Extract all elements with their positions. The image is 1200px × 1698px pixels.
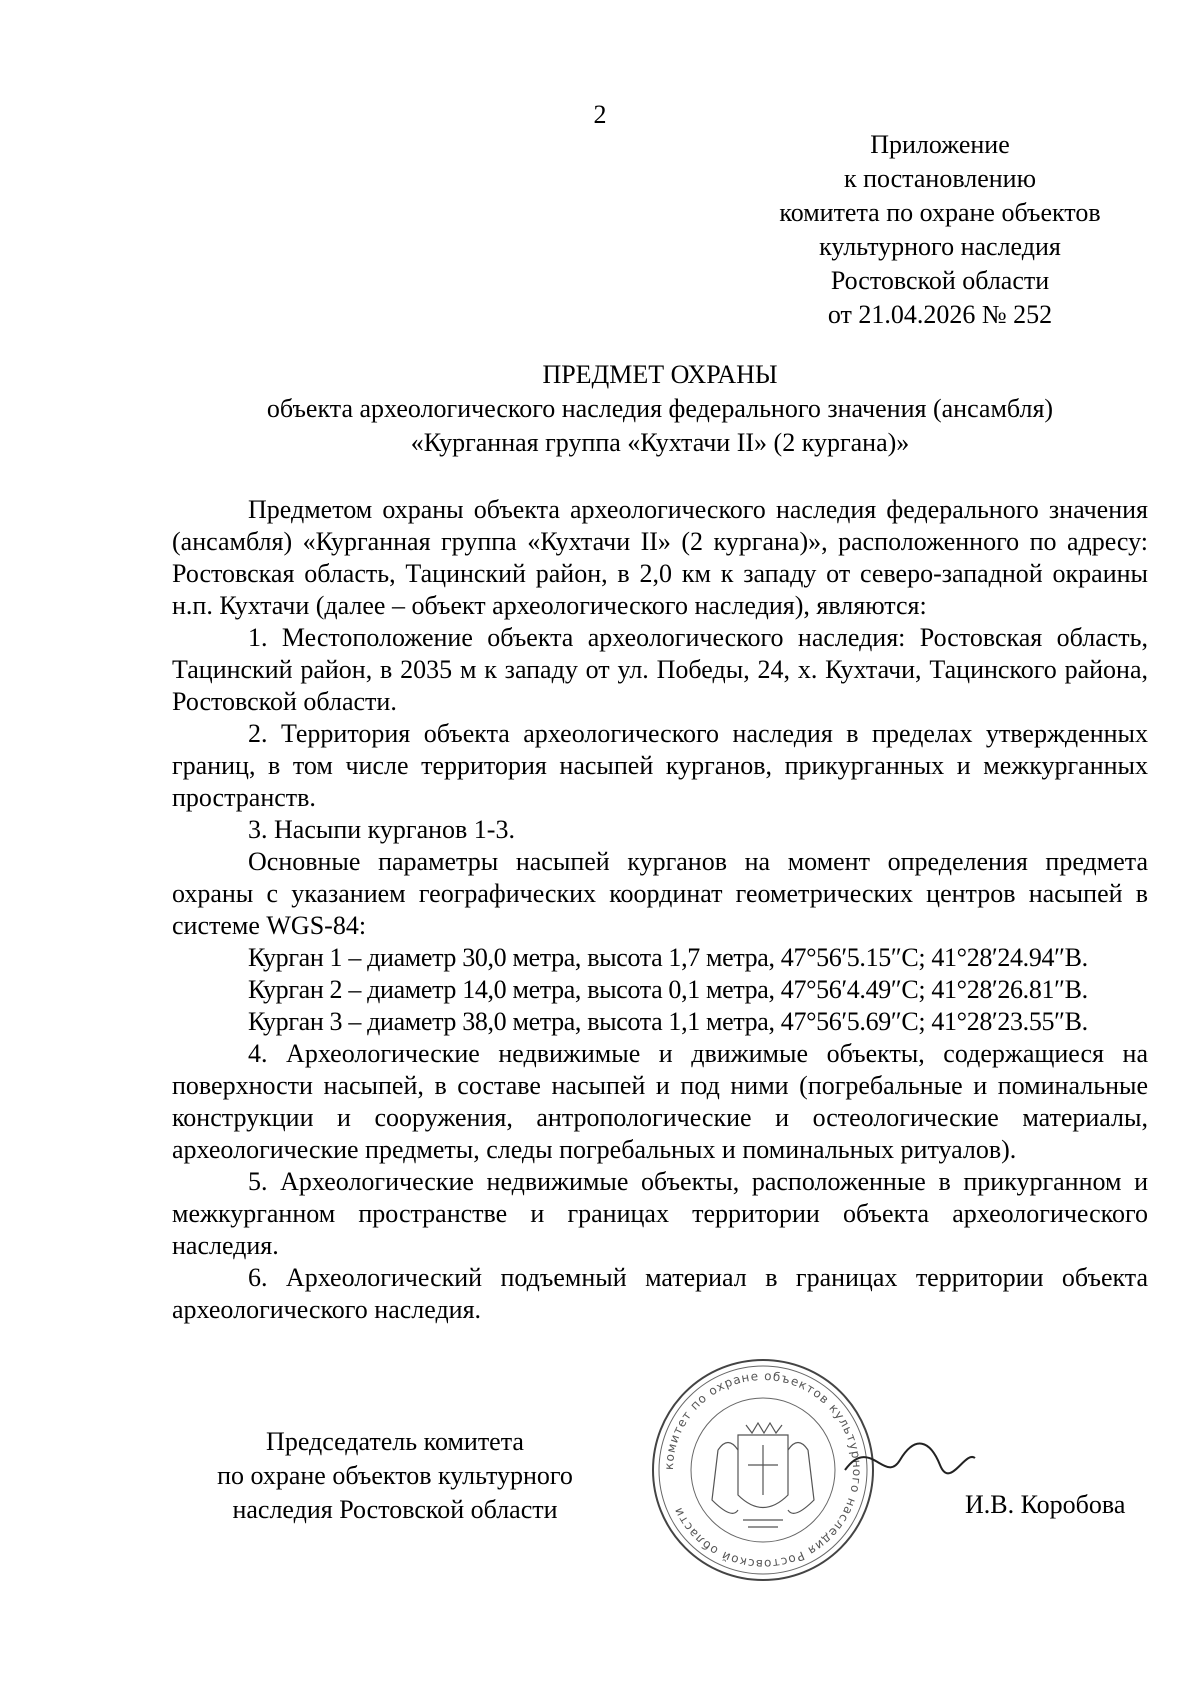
mound-1-line: Курган 1 – диаметр 30,0 метра, высота 1,7 метра, 47°56′5.15″С; 41°28′24.94″В.: [248, 943, 1088, 972]
position-line: Председатель комитета: [266, 1427, 524, 1456]
coat-of-arms-icon: [712, 1423, 814, 1527]
title-heading: ПРЕДМЕТ ОХРАНЫ: [542, 360, 778, 389]
mound-2-line: Курган 2 – диаметр 14,0 метра, высота 0,1 метра, 47°56′4.49″С; 41°28′26.81″В.: [248, 975, 1088, 1004]
stamp-text: комитет по охране объектов культурного наследия Ростовской области: [661, 1368, 865, 1572]
item-location: 1. Местоположение объекта археологического наследия: Ростовская область, Тацинский район, в 2035 м к западу от ул. Победы, 24, х. Кухтачи, Тацинского района, Ростовской области.: [172, 623, 1148, 716]
appendix-date-number: от 21.04.2026 № 252: [827, 300, 1053, 329]
appendix-line: Ростовской области: [830, 266, 1050, 295]
mound-parameters-intro: Основные параметры насыпей курганов на момент определения предмета охраны с указанием географических координат геометрических центров насыпей в системе WGS-84:: [172, 847, 1148, 940]
position-line: по охране объектов культурного: [217, 1461, 573, 1490]
document-body: [172, 494, 1148, 1326]
position-line: наследия Ростовской области: [232, 1495, 558, 1524]
appendix-line: комитета по охране объектов: [779, 198, 1101, 227]
intro-paragraph: Предметом охраны объекта археологического наследия федерального значения (ансамбля) «Курганная группа «Кухтачи II» (2 кургана)», расположенного по адресу: Ростовская область, Тацинский район, в 2,0 км к западу от северо-западной окраины н.п. Кухтачи (далее – объект археологического наследия), являются:: [172, 495, 1148, 620]
item-territory: 2. Территория объекта археологического наследия в пределах утвержденных границ, в том числе территория насыпей курганов, прикурганных и межкурганных пространств.: [172, 719, 1148, 812]
appendix-line: культурного наследия: [819, 232, 1061, 261]
page-number: 2: [593, 100, 607, 129]
title-object-name: «Курганная группа «Кухтачи II» (2 кургана)»: [410, 428, 910, 457]
handwritten-signature: [840, 1430, 980, 1490]
item-surface-material: 6. Археологический подъемный материал в границах территории объекта археологического наследия.: [172, 1263, 1148, 1324]
appendix-line: Приложение: [870, 130, 1010, 159]
appendix-header: [740, 128, 1140, 332]
mound-3-line: Курган 3 – диаметр 38,0 метра, высота 1,1 метра, 47°56′5.69″С; 41°28′23.55″В.: [248, 1007, 1088, 1036]
document-title: [170, 358, 1150, 460]
item-immovable-objects: 5. Археологические недвижимые объекты, расположенные в прикурганном и межкурганном пространстве и границах территории объекта археологического наследия.: [172, 1167, 1148, 1260]
item-archaeological-objects: 4. Археологические недвижимые и движимые объекты, содержащиеся на поверхности насыпей, в составе насыпей и под ними (погребальные и поминальные конструкции и сооружения, антропологические и остеологические материалы, археологические предметы, следы погребальных и поминальных ритуалов).: [172, 1039, 1148, 1164]
signatory-position: [185, 1425, 605, 1527]
appendix-line: к постановлению: [843, 164, 1037, 193]
item-mounds: 3. Насыпи курганов 1-3.: [248, 815, 515, 844]
title-subheading: объекта археологического наследия федерального значения (ансамбля): [266, 394, 1054, 423]
signatory-name: И.В. Коробова: [965, 1490, 1126, 1519]
